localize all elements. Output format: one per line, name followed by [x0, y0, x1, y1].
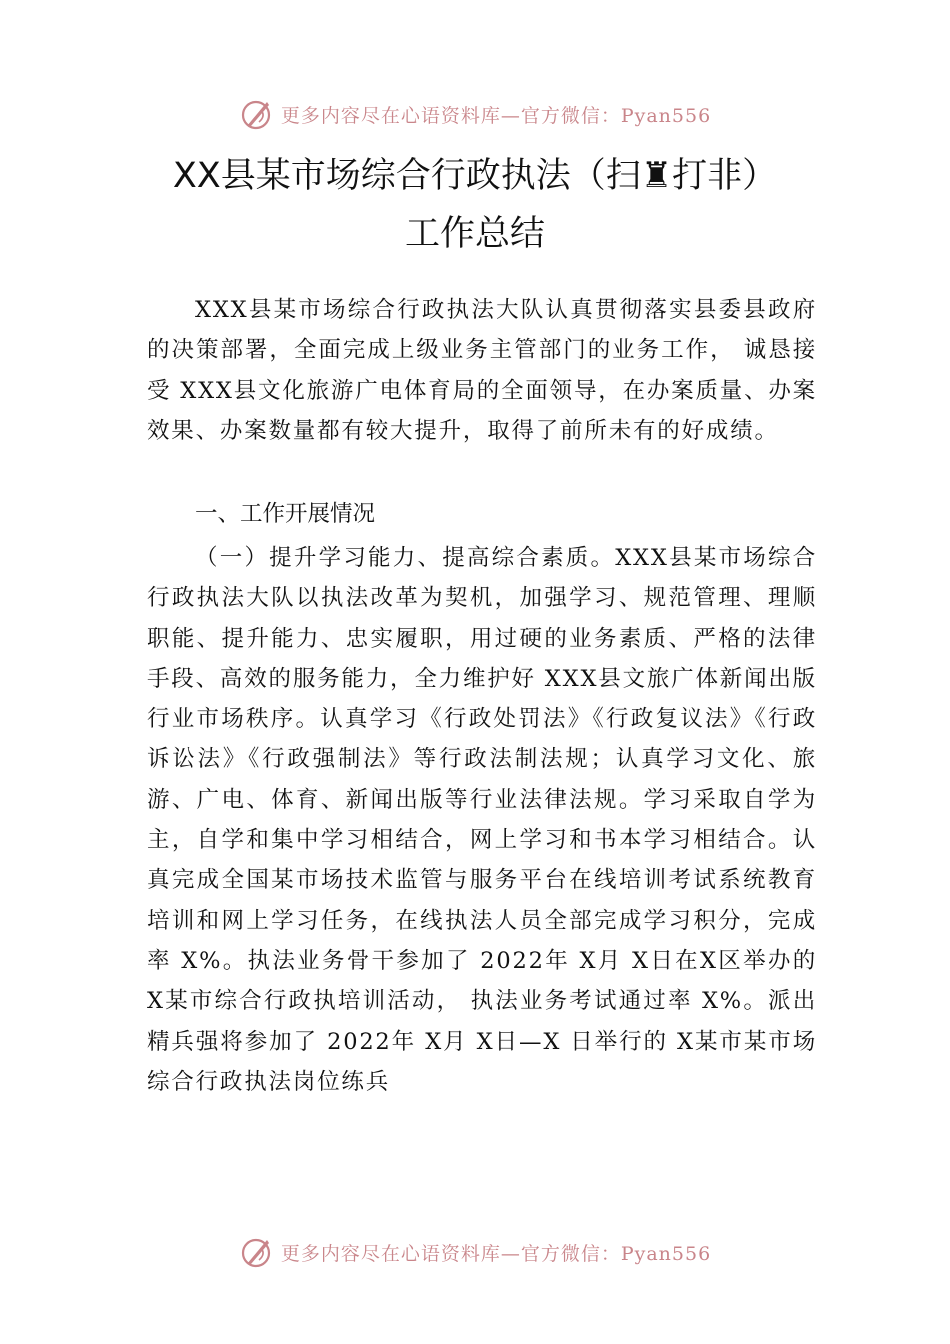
watermark-text: 更多内容尽在心语资料库—官方微信：Pyan556 [280, 104, 712, 127]
paragraph-intro: XXX县某市场综合行政执法大队认真贯彻落实县委县政府的决策部署，全面完成上级业务主管部门的业务工作， 诚恳接受 XXX县文化旅游广电体育局的全面领导，在办案质量、办案效果、办案数量都有较大提升，取得了前所未有的好成绩。 [147, 297, 817, 444]
watermark-footer [0, 1232, 950, 1272]
section-heading: 一、工作开展情况 [195, 501, 376, 527]
quill-logo-icon [239, 96, 275, 132]
document-title-line2: 工作总结 [404, 214, 545, 254]
watermark-text: 更多内容尽在心语资料库—官方微信：Pyan556 [280, 1242, 712, 1265]
quill-logo-icon [239, 1234, 275, 1270]
paragraph-learning: （一）提升学习能力、提高综合素质。XXX县某市场综合行政执法大队以执法改革为契机，加强学习、规范管理、理顺职能、提升能力、忠实履职，用过硬的业务素质、严格的法律手段、高效的服务能力，全力维护好 XXX县文旅广体新闻出版行业市场秩序。认真学习《行政处罚法》《行政复议法》《行政诉讼法》《行政强制法》等行政法制法规；认真学习文化、旅游、广电、体育、新闻出版等行业法律法规。学习采取自学为主，自学和集中学习相结合，网上学习和书本学习相结合。认真完成全国某市场技术监管与服务平台在线培训考试系统教育培训和网上学习任务，在线执法人员全部完成学习积分，完成率 X%。执法业务骨干参加了 2022年 X月 X日在X区举办的 X某市综合行政执培训活动， 执法业务考试通过率 X%。派出精兵强将参加了 2022年 X月 X日—X 日举行的 X某市某市场综合行政执法岗位练兵 [147, 545, 817, 1095]
watermark-header [0, 94, 950, 134]
document-title-line1: XX县某市场综合行政执法（扫♜打非） [172, 156, 778, 196]
